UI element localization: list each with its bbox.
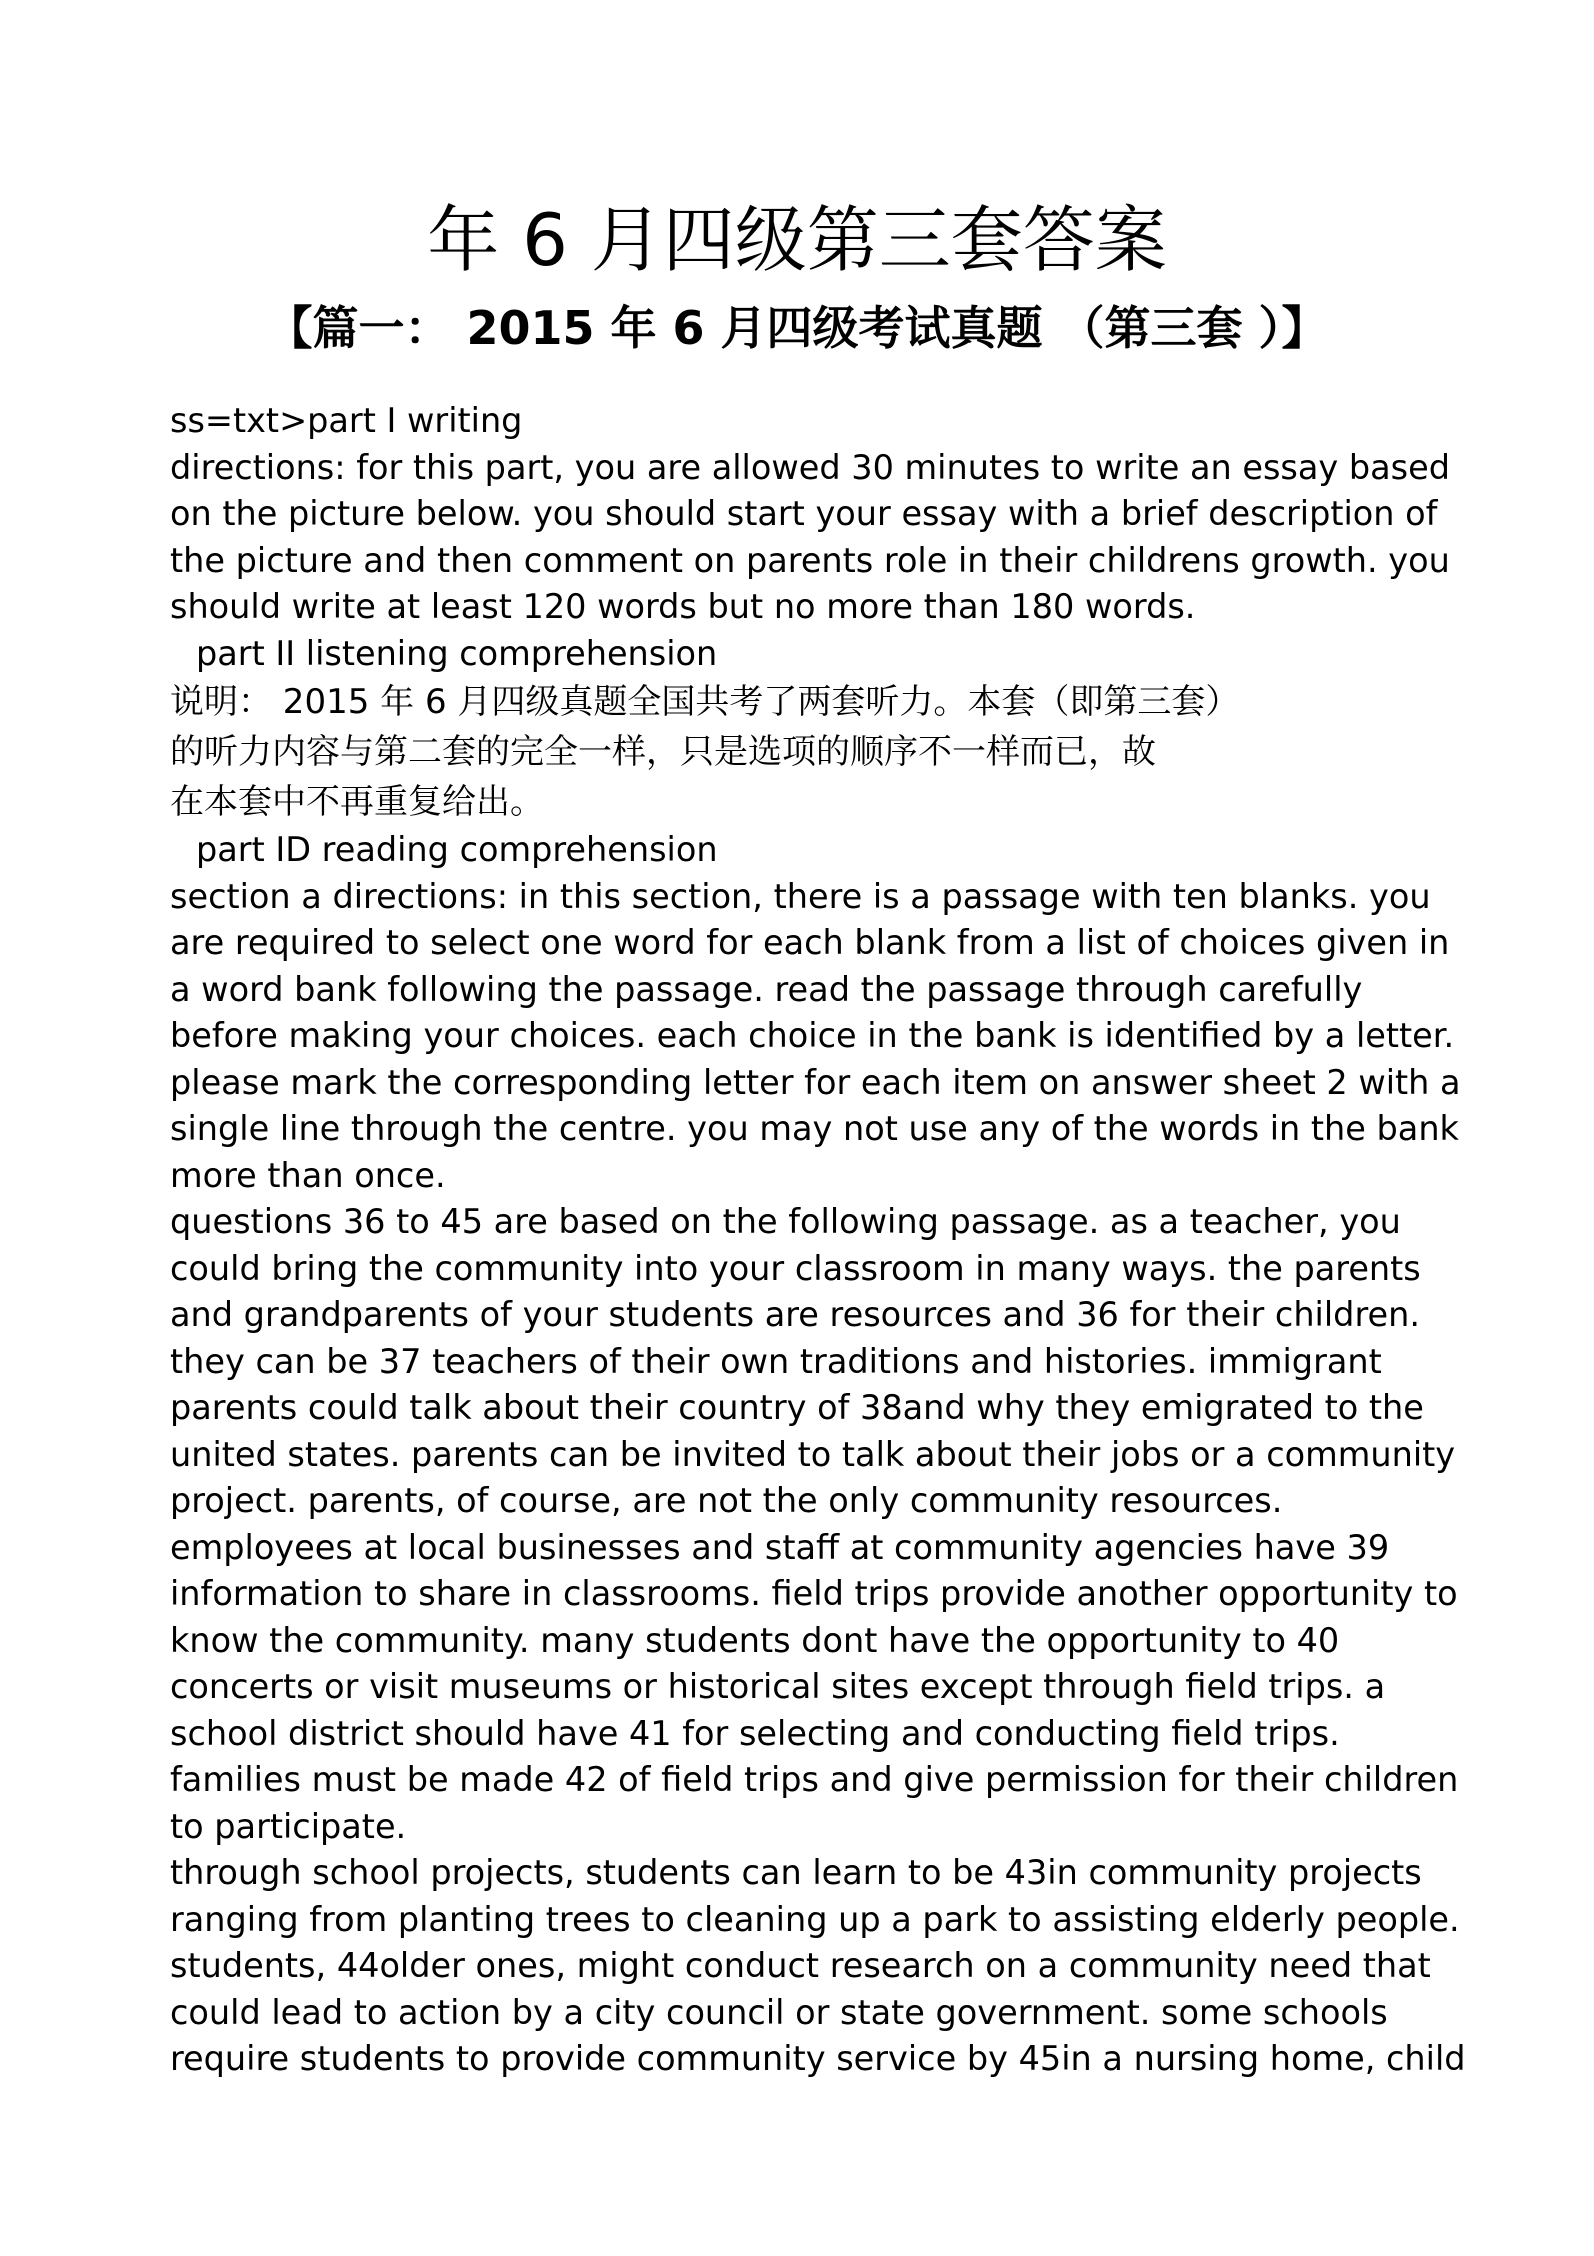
text-line: more than once. bbox=[170, 1155, 446, 1195]
text-line: information to share in classrooms. field trips provide another opportunity to bbox=[170, 1574, 1458, 1613]
text-line: families must be made 42 of field trips and give permission for their children bbox=[170, 1760, 1459, 1799]
page-title: 年 6 月四级第三套答案 bbox=[427, 198, 1167, 282]
text-line: on the picture below. you should start your essay with a brief description of bbox=[170, 494, 1438, 533]
text-line: section a directions: in this section, there is a passage with ten blanks. you bbox=[170, 876, 1431, 916]
text-line: 说明： 2015 年 6 月四级真题全国共考了两套听力。本套（即第三套） bbox=[170, 682, 1240, 722]
text-line: single line through the centre. you may not use any of the words in the bank bbox=[170, 1109, 1459, 1148]
page-subtitle: 【篇一： 2015 年 6 月四级考试真题 （第三套 ）】 bbox=[266, 301, 1328, 355]
text-line: and grandparents of your students are resources and 36 for their children. bbox=[170, 1295, 1420, 1334]
text-line: please mark the corresponding letter for each item on answer sheet 2 with a bbox=[170, 1062, 1461, 1102]
text-line: could bring the community into your classroom in many ways. the parents bbox=[170, 1248, 1421, 1288]
text-line: students, 44older ones, might conduct research on a community need that bbox=[170, 1946, 1431, 1985]
text-line: know the community. many students dont have the opportunity to 40 bbox=[170, 1620, 1340, 1660]
text-line: before making your choices. each choice in the bank is identified by a letter. bbox=[170, 1016, 1455, 1055]
text-line: school district should have 41 for selecting and conducting field trips. bbox=[170, 1713, 1340, 1753]
text-line: part II listening comprehension bbox=[196, 633, 718, 673]
text-line: 的听力内容与第二套的完全一样，只是选项的顺序不一样而已，故 bbox=[170, 732, 1156, 772]
document-body bbox=[170, 398, 1466, 2083]
text-line: they can be 37 teachers of their own traditions and histories. immigrant bbox=[170, 1341, 1382, 1381]
text-line: parents could talk about their country of 38and why they emigrated to the bbox=[170, 1388, 1424, 1427]
text-line: should write at least 120 words but no more than 180 words. bbox=[170, 587, 1196, 626]
text-line: to participate. bbox=[170, 1806, 407, 1846]
text-line: directions: for this part, you are allowed 30 minutes to write an essay based bbox=[170, 447, 1451, 487]
text-line: 在本套中不再重复给出。 bbox=[170, 782, 544, 822]
text-line: united states. parents can be invited to talk about their jobs or a community bbox=[170, 1434, 1456, 1474]
text-line: part ID reading comprehension bbox=[196, 830, 718, 869]
text-line: the picture and then comment on parents role in their childrens growth. you bbox=[170, 540, 1450, 580]
text-line: ranging from planting trees to cleaning up a park to assisting elderly people. bbox=[170, 1899, 1460, 1939]
text-line: concerts or visit museums or historical sites except through field trips. a bbox=[170, 1667, 1386, 1706]
text-line: project. parents, of course, are not the only community resources. bbox=[170, 1481, 1283, 1520]
text-line: ss=txt>part I writing bbox=[170, 401, 523, 440]
text-line: questions 36 to 45 are based on the following passage. as a teacher, you bbox=[170, 1202, 1401, 1241]
text-line: through school projects, students can learn to be 43in community projects bbox=[170, 1853, 1422, 1892]
text-line: employees at local businesses and staff at community agencies have 39 bbox=[170, 1527, 1390, 1567]
text-line: require students to provide community service by 45in a nursing home, child bbox=[170, 2039, 1466, 2078]
text-line: are required to select one word for each blank from a list of choices given in bbox=[170, 923, 1450, 962]
text-line: a word bank following the passage. read the passage through carefully bbox=[170, 969, 1363, 1009]
text-line: could lead to action by a city council or state government. some schools bbox=[170, 1992, 1388, 2032]
